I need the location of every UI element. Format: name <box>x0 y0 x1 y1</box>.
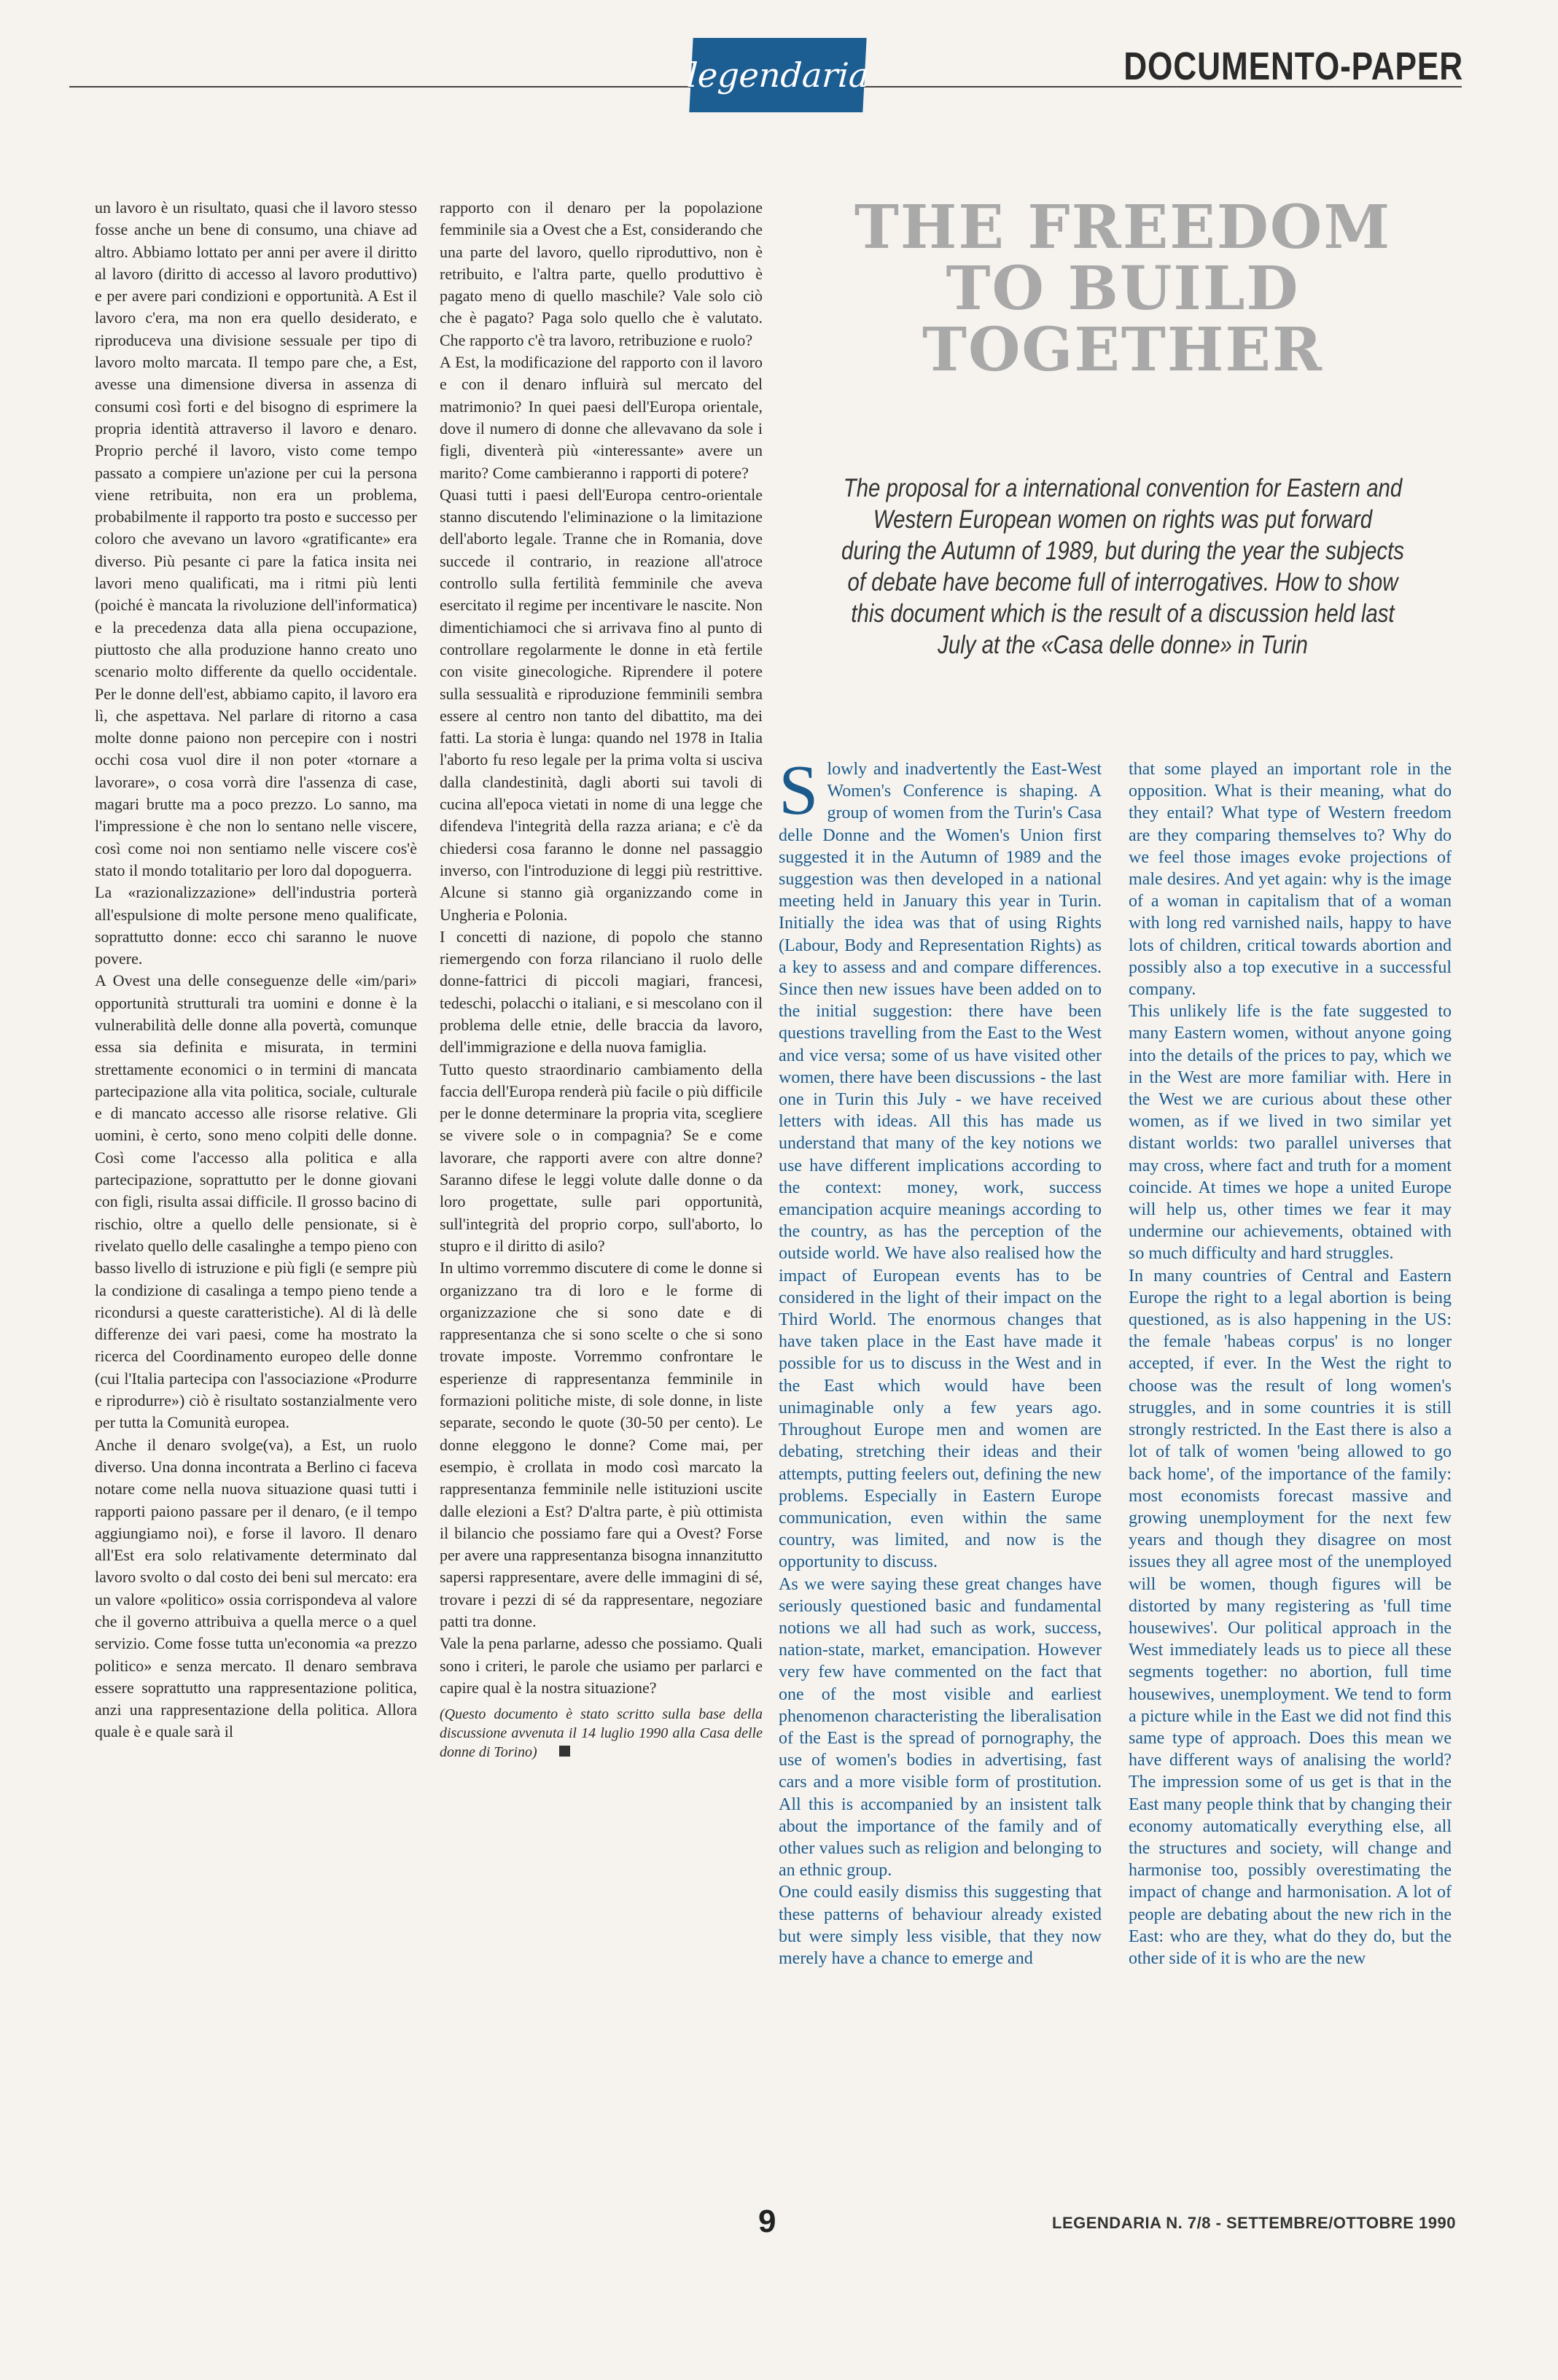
paragraph: rapporto con il denaro per la popolazione femminile sia a Ovest che a Est, considerando che una parte del lavoro, quello riproduttivo, non è retribuito, e l'altra parte, quello produttivo è pagato meno di quello maschile? Vale solo ciò che è pagato? Paga solo quello che è valutato. Che rapporto c'è tra lavoro, retribuzione e ruolo? <box>440 198 763 349</box>
paragraph: This unlikely life is the fate suggested to many Eastern women, without anyone going into the details of the prices to pay, which we in the West are more familiar with. Here in the West we are curious about these other women, as if we lived in two similar yet distant worlds: two parallel universes that may cross, where fact and truth for a moment coincide. At times we hope a united Europe will help us, other times we fear it may undermine our achievements, obtained with so much difficulty and hard struggles. <box>1129 1002 1452 1264</box>
paragraph <box>779 751 1102 1574</box>
drop-cap: S <box>779 751 819 830</box>
article-subtitle: The proposal for a international convention for Eastern and Western European women on rights was put forward during the Autumn of 1989, but during the year the subjects of debate have become full of interrogatives. How to show this document which is the result of a discussion held last July at the «Casa delle donne» in Turin <box>841 474 1404 659</box>
logo-text: legendaria <box>685 55 870 95</box>
magazine-logo <box>685 38 870 112</box>
italian-column-1 <box>95 197 417 1743</box>
issue-reference: LEGENDARIA N. 7/8 - SETTEMBRE/OTTOBRE 1990 <box>1052 2214 1456 2232</box>
paragraph: In many countries of Central and Eastern Europe the right to a legal abortion is being questioned, as is also happening in the US: the female 'habeas corpus' is no longer accepted, if ever. In the West the right to choose was the result of long women's struggles, and in some countries it is still strongly restricted. In the East there is also a lot of talk of women 'being allowed to go back home', of the importance of the family: most economists forecast massive and growing unemployment for the next few years and though they disagree on most issues they all agree most of the unemployed will be women, though figures will be distorted by many registering as 'full time housewives'. Our political approach in the West immediately leads us to piece all these segments together: no abortion, full time housewives, unemployment. We tend to form a picture while in the East we did not find this same type of approach. Does this mean we have different ways of analising the world? The impression some of us get is that in the East many people think that by changing their economy automatically everything else, all the structures and society, will change and harmonise too, possibly overestimating the impact of change and harmonisation. A lot of people are debating about the new rich in the East: who are they, what do they do, but the other side of it is who are the new <box>1129 1266 1452 1968</box>
paragraph: Anche il denaro svolge(va), a Est, un ruolo diverso. Una donna incontrata a Berlino ci faceva notare come nella nuova situazione quasi tutti i rapporti paiono passare per il denaro, (e il tempo aggiungiamo noi), e forse il lavoro. Il denaro all'Est era solo relativamente determinato dal lavoro svolto o dal costo dei beni sul mercato: era un valore «politico» ossia corrispondeva al valore che il governo attribuiva a quella merce o a quel servizio. Come fosse tutta un'economia «a prezzo politico» e senza mercato. Il denaro sembrava essere soprattutto una rappresentazione politica, anzi una rappresentazione della politica. Allora quale è e quale sarà il <box>95 1435 417 1741</box>
paragraph: un lavoro è un risultato, quasi che il lavoro stesso fosse anche un bene di consumo, una chiave ad altro. Abbiamo lottato per anni per avere il diritto al lavoro (diritto di accesso al lavoro produttivo) e per avere pari condizioni e opportunità. A Est il lavoro c'era, ma non era quello desiderato, e riproduceva una divisione sessuale per tipo di lavoro molto marcata. Il tempo pare che, a Est, avesse una dimensione diversa in assenza di consumi così forti e del bisogno di esprimere la propria identità attraverso il lavoro e denaro. Proprio perché il lavoro, visto come tempo passato a compiere un'azione per cui la persona viene retribuita, non era un problema, probabilmente il rapporto tra posto e successo per coloro che avevano un lavoro «gratificante» era diverso. Più pesante ci pare la fatica insita nei lavori meno qualificati, ma i ritmi più lenti (poiché è mancata la rivoluzione dell'informatica) e la precedenza data alla piena occupazione, piuttosto che alla produzione hanno creato uno scenario molto differente da quello occidentale. Per le donne dell'est, abbiamo capito, il lavoro era lì, che aspettava. Nel parlare di ritorno a casa molte donne paiono non percepire con i nostri occhi cosa vuol dire il non poter «tornare a lavorare», o cosa vorrà dire l'assenza di case, magari brutte ma a poco prezzo. Lo sanno, ma l'impressione è che non lo sentano nelle viscere, così come noi non sentiamo nelle viscere cos'è stato il mondo totalitario per loro dal dopoguerra. <box>95 198 417 879</box>
italian-column-2 <box>440 197 763 1762</box>
article-title: THE FREEDOM TO BUILD TOGETHER <box>854 192 1392 385</box>
paragraph: that some played an important role in the opposition. What is their meaning, what do they entail? What type of Western freedom are they comparing themselves to? Why do we feel those images evoke projections of male desires. And yet again: why is the image of a woman in capitalism that of a woman with long red varnished nails, happy to have lots of children, critical towards abortion and possibly also a top executive in a successful company. <box>1129 760 1452 1000</box>
paragraph: I concetti di nazione, di popolo che stanno riemergendo con forza rilanciano il ruolo delle donne-fattrici di piccoli magiari, francesi, tedeschi, polacchi o italiani, e si mescolano con il problema delle etnie, delle braccia da lavoro, dell'immigrazione e della nuova famiglia. <box>440 927 763 1057</box>
paragraph: A Est, la modificazione del rapporto con il lavoro e con il denaro influirà sul mercato del matrimonio? In quei paesi dell'Europa orientale, dove il numero di donne che allevavano da sole i figli, diventerà più «interessante» avere un marito? Come cambieranno i rapporti di potere? <box>440 353 763 482</box>
paragraph: As we were saying these great changes have seriously questioned basic and fundamental notions we all had such as work, success, nation-state, market, emancipation. However very few have commented on the fact that one of the most visible and earliest phenomenon characteristing the liberalisation of the East is the spread of pornography, the use of women's bodies in advertising, fast cars and a more visible form of prostitution. All this is accompanied by an insistent talk about the importance of the family and of other values such as religion and belonging to an ethnic group. <box>779 1574 1102 1881</box>
paragraph-text: lowly and inadvertently the East-West Women's Conference is shaping. A group of women from the Turin's Casa delle Donne and the Women's Union first suggested it in the Autumn of 1989 and the suggestion was then developed in a national meeting held in January this year in Turin. Initially the idea was that of using Rights (Labour, Body and Representation Rights) as a key to assess and and compare differences. Since then new issues have been added on to the initial suggestion: there have been questions travelling from the East to the West and vice versa; some of us have visited other women, there have been discussions - the last one in Turin this July - we have received letters with ideas. All this has made us understand that many of the key notions we use have different implications according to the context: money, work, success emancipation acquire meanings according to the country, as has the perception of the outside world. We have also realised how the impact of European events has to be considered in the light of their impact on the Third World. The enormous changes that have taken place in the East have made it possible for us to discuss in the West and in the East which would have been unimaginable only a few years ago. Throughout Europe men and women are debating, stretching their ideas and their attempts, putting feelers out, defining the new problems. Especially in Eastern Europe communication, even within the same country, was limited, and now is the opportunity to discuss. <box>779 760 1102 1572</box>
source-note <box>440 1705 763 1762</box>
page-number: 9 <box>758 2204 776 2239</box>
paragraph: Tutto questo straordinario cambiamento della faccia dell'Europa renderà più facile o più difficile per le donne determinare la propria vita, scegliere se vivere sole o in compagnia? Se e come lavorare, che rapporti avere con altre donne? Saranno difese le leggi volute dalle donne o da loro progettate, sulle pari opportunità, sull'integrità del proprio corpo, sull'aborto, lo stupro e il diritto di asilo? <box>440 1059 763 1255</box>
paragraph: One could easily dismiss this suggesting that these patterns of behaviour already existed but were simply less visible, that they now merely have a chance to emerge and <box>779 1883 1102 1968</box>
paragraph: In ultimo vorremmo discutere di come le donne si organizzano tra di loro e le forme di organizzazione che si sono date e di rappresentanza che si sono scelte o che si sono trovate imposte. Vorremmo confrontare le esperienze di rappresentanza femminile in formazioni politiche miste, di sole donne, in liste separate, secondo le quote (30-50 per cento). Le donne eleggono le donne? Come mai, per esempio, è crollata in modo così marcato la rappresentanza femminile nelle istituzioni uscite dalle elezioni a Est? D'altra parte, è più ottimista il bilancio che possiamo fare qui a Ovest? Forse per avere una rappresentanza bisogna innanzitutto sapersi rappresentare, avere delle immagini di sé, trovare i pezzi di sé da rappresentare, negoziare patti tra donne. <box>440 1259 763 1630</box>
english-column-1 <box>779 751 1102 1969</box>
end-mark-icon <box>559 1746 570 1757</box>
english-column-2 <box>1129 758 1452 1969</box>
paragraph: La «razionalizzazione» dell'industria porterà all'espulsione di molte persone meno qualificate, soprattutto donne: ecco chi saranno le nuove povere. <box>95 883 417 968</box>
paragraph: Vale la pena parlarne, adesso che possiamo. Quali sono i criteri, le parole che usiamo per parlarci e capire qual è la nostra situazione? <box>440 1634 763 1697</box>
paragraph: A Ovest una delle conseguenze delle «im/pari» opportunità strutturali tra uomini e donne è la vulnerabilità delle donne alla povertà, comunque essa sia definita e misurata, in termini strettamente economici o in termini di mancata partecipazione alla vita politica, sociale, culturale e di mancato accesso alle risorse relative. Gli uomini, è certo, sono meno colpiti delle donne. Così come l'accesso alla politica e alla partecipazione, soprattutto per le donne giovani con figli, risulta assai difficile. Il grosso bacino di rischio, oltre a quello delle pensionate, si è rivelato quello delle casalinghe a tempo pieno con basso livello di istruzione e più figli (e sempre più la condizione di casalinga a tempo pieno tende a ricondursi a queste caratteristiche). Al di là delle differenze dei vari paesi, come ha mostrato la ricerca del Coordinamento europeo delle donne (cui l'Italia partecipa con l'associazione «Produrre e riprodurre») ciò è risultato sostanzialmente vero per tutta la Comunità europea. <box>95 971 417 1432</box>
paragraph: Quasi tutti i paesi dell'Europa centro-orientale stanno discutendo l'eliminazione o la limitazione dell'aborto legale. Tranne che in Romania, dove succede il contrario, in reazione all'atroce controllo sulla fertilità femminile che aveva esercitato il regime per incentivare le nascite. Non dimentichiamoci che si arrivava fino al punto di controllare regolarmente le donne in età fertile con visite ginecologiche. Riprendere il potere sulla sessualità e riproduzione femminili sembra essere al centro non tanto del dibattito, ma dei fatti. La storia è lunga: quando nel 1978 in Italia l'aborto fu reso legale per la prima volta si usciva dalla clandestinità, dagli aborti sui tavoli di cucina all'epoca vietati in nome di una legge che difendeva l'integrità della razza ariana; e c'è da chiedersi cosa faranno le donne nel passaggio inverso, con l'introduzione di leggi più restrittive. Alcune si stanno già organizzando come in Ungheria e Polonia. <box>440 485 763 924</box>
section-label: DOCUMENTO-PAPER <box>1123 44 1463 88</box>
source-note-text: (Questo documento è stato scritto sulla base della discussione avvenuta il 14 luglio 1990 alla Casa delle donne di Torino) <box>440 1706 763 1761</box>
